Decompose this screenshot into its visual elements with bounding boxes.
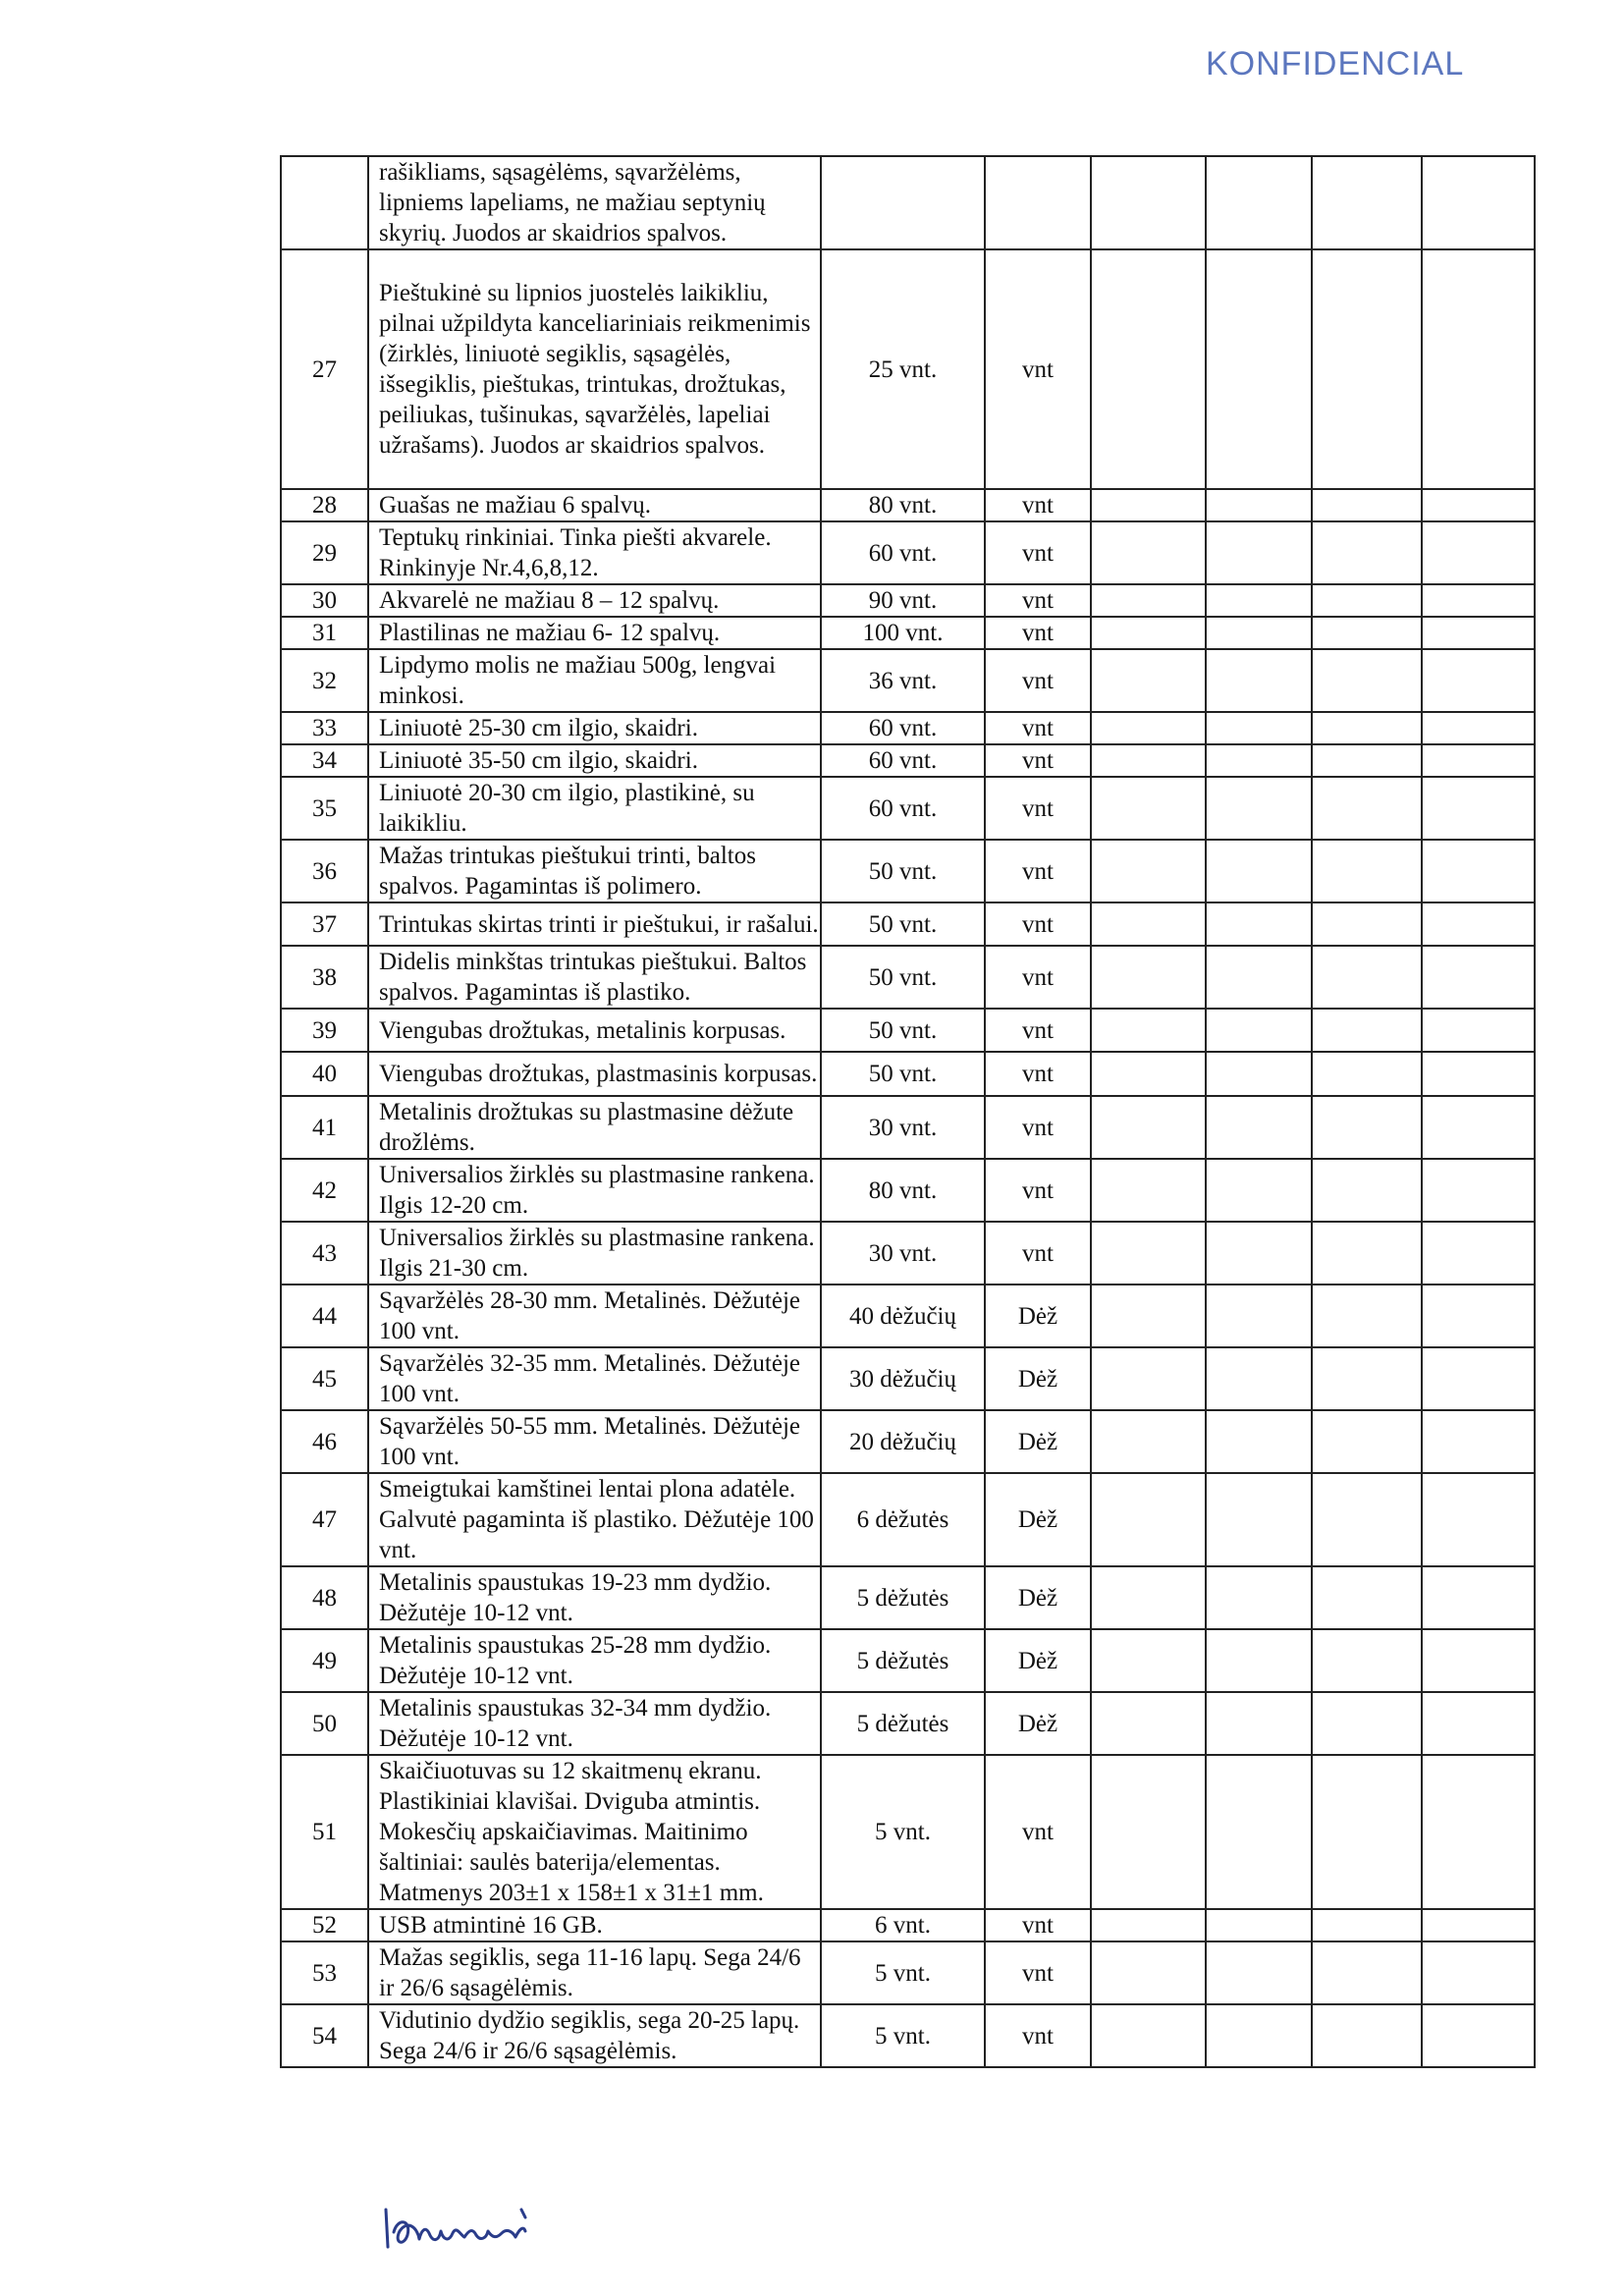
empty-cell — [1206, 1052, 1312, 1096]
row-unit: vnt — [985, 584, 1091, 617]
empty-cell — [1091, 840, 1206, 902]
empty-cell — [1206, 489, 1312, 521]
row-quantity: 50 vnt. — [821, 1009, 985, 1052]
row-unit: Dėž — [985, 1473, 1091, 1566]
empty-cell — [1206, 1692, 1312, 1755]
row-quantity — [821, 156, 985, 249]
row-unit: vnt — [985, 712, 1091, 744]
empty-cell — [1312, 1009, 1422, 1052]
empty-cell — [1206, 1909, 1312, 1941]
row-quantity: 6 dėžutės — [821, 1473, 985, 1566]
table-row — [281, 840, 1535, 902]
row-number: 53 — [281, 1941, 368, 2004]
table-row — [281, 1941, 1535, 2004]
empty-cell — [1091, 777, 1206, 840]
row-number: 34 — [281, 744, 368, 777]
row-unit: vnt — [985, 2004, 1091, 2067]
row-number: 42 — [281, 1159, 368, 1222]
table-row — [281, 156, 1535, 249]
empty-cell — [1422, 712, 1535, 744]
empty-cell — [1206, 1566, 1312, 1629]
row-number: 29 — [281, 521, 368, 584]
items-table — [280, 155, 1536, 2068]
empty-cell — [1206, 712, 1312, 744]
row-description: Vidutinio dydžio segiklis, sega 20-25 lapų. Sega 24/6 ir 26/6 sąsagėlėmis. — [368, 2004, 821, 2067]
empty-cell — [1422, 1473, 1535, 1566]
row-number: 47 — [281, 1473, 368, 1566]
row-description: Metalinis drožtukas su plastmasine dėžute drožlėms. — [368, 1096, 821, 1159]
empty-cell — [1091, 1692, 1206, 1755]
empty-cell — [1206, 840, 1312, 902]
row-description: Smeigtukai kamštinei lentai plona adatėle. Galvutė pagaminta iš plastiko. Dėžutėje 100 vnt. — [368, 1473, 821, 1566]
table-row — [281, 1285, 1535, 1347]
empty-cell — [1206, 1222, 1312, 1285]
row-description: rašikliams, sąsagėlėms, sąvaržėlėms, lipniems lapeliams, ne mažiau septynių skyrių. Juodos ar skaidrios spalvos. — [368, 156, 821, 249]
empty-cell — [1091, 1909, 1206, 1941]
row-quantity: 60 vnt. — [821, 744, 985, 777]
table-row — [281, 1052, 1535, 1096]
row-quantity: 5 vnt. — [821, 1755, 985, 1909]
empty-cell — [1312, 1629, 1422, 1692]
row-number: 45 — [281, 1347, 368, 1410]
empty-cell — [1422, 1629, 1535, 1692]
empty-cell — [1312, 1285, 1422, 1347]
empty-cell — [1312, 489, 1422, 521]
empty-cell — [1312, 156, 1422, 249]
row-description: Liniuotė 25-30 cm ilgio, skaidri. — [368, 712, 821, 744]
row-quantity: 30 dėžučių — [821, 1347, 985, 1410]
row-unit: Dėž — [985, 1692, 1091, 1755]
row-description: Sąvaržėlės 28-30 mm. Metalinės. Dėžutėje 100 vnt. — [368, 1285, 821, 1347]
empty-cell — [1422, 840, 1535, 902]
table-row — [281, 1410, 1535, 1473]
row-description: Metalinis spaustukas 19-23 mm dydžio. Dėžutėje 10-12 vnt. — [368, 1566, 821, 1629]
row-number: 54 — [281, 2004, 368, 2067]
empty-cell — [1422, 1009, 1535, 1052]
row-quantity: 30 vnt. — [821, 1222, 985, 1285]
row-unit: vnt — [985, 946, 1091, 1009]
row-quantity: 80 vnt. — [821, 489, 985, 521]
empty-cell — [1091, 1473, 1206, 1566]
empty-cell — [1312, 1222, 1422, 1285]
row-quantity: 5 vnt. — [821, 1941, 985, 2004]
empty-cell — [1206, 1755, 1312, 1909]
row-number: 37 — [281, 902, 368, 946]
row-quantity: 90 vnt. — [821, 584, 985, 617]
row-quantity: 100 vnt. — [821, 617, 985, 649]
empty-cell — [1206, 1941, 1312, 2004]
row-unit: vnt — [985, 521, 1091, 584]
empty-cell — [1422, 584, 1535, 617]
empty-cell — [1206, 1009, 1312, 1052]
row-number: 48 — [281, 1566, 368, 1629]
empty-cell — [1091, 1410, 1206, 1473]
row-description: Viengubas drožtukas, plastmasinis korpusas. — [368, 1052, 821, 1096]
empty-cell — [1312, 902, 1422, 946]
signature — [378, 2188, 574, 2267]
row-description: Teptukų rinkiniai. Tinka piešti akvarele. Rinkinyje Nr.4,6,8,12. — [368, 521, 821, 584]
table-row — [281, 649, 1535, 712]
empty-cell — [1422, 1909, 1535, 1941]
empty-cell — [1091, 1347, 1206, 1410]
empty-cell — [1422, 1566, 1535, 1629]
row-description: Lipdymo molis ne mažiau 500g, lengvai minkosi. — [368, 649, 821, 712]
empty-cell — [1206, 1096, 1312, 1159]
row-quantity: 50 vnt. — [821, 1052, 985, 1096]
row-unit: Dėž — [985, 1566, 1091, 1629]
table-row — [281, 712, 1535, 744]
row-unit: vnt — [985, 744, 1091, 777]
empty-cell — [1312, 1692, 1422, 1755]
row-quantity: 5 dėžutės — [821, 1629, 985, 1692]
empty-cell — [1422, 1052, 1535, 1096]
row-quantity: 6 vnt. — [821, 1909, 985, 1941]
empty-cell — [1312, 777, 1422, 840]
empty-cell — [1206, 1473, 1312, 1566]
row-number: 27 — [281, 249, 368, 489]
table-row — [281, 1566, 1535, 1629]
table-row — [281, 777, 1535, 840]
empty-cell — [1422, 1159, 1535, 1222]
empty-cell — [1206, 2004, 1312, 2067]
empty-cell — [1312, 1096, 1422, 1159]
row-number: 39 — [281, 1009, 368, 1052]
empty-cell — [1422, 156, 1535, 249]
empty-cell — [1206, 1159, 1312, 1222]
row-number: 46 — [281, 1410, 368, 1473]
empty-cell — [1422, 777, 1535, 840]
empty-cell — [1312, 649, 1422, 712]
empty-cell — [1091, 521, 1206, 584]
empty-cell — [1312, 946, 1422, 1009]
empty-cell — [1091, 1285, 1206, 1347]
row-description: Sąvaržėlės 32-35 mm. Metalinės. Dėžutėje 100 vnt. — [368, 1347, 821, 1410]
table-row — [281, 617, 1535, 649]
empty-cell — [1312, 840, 1422, 902]
row-description: Akvarelė ne mažiau 8 – 12 spalvų. — [368, 584, 821, 617]
empty-cell — [1312, 1941, 1422, 2004]
row-unit: vnt — [985, 1096, 1091, 1159]
row-number — [281, 156, 368, 249]
row-description: Skaičiuotuvas su 12 skaitmenų ekranu. Plastikiniai klavišai. Dviguba atmintis. Mokesčių apskaičiavimas. Maitinimo šaltiniai: saulės baterija/elementas. Matmenys 203±1 x 158±1 x 31±1 mm. — [368, 1755, 821, 1909]
row-description: Liniuotė 20-30 cm ilgio, plastikinė, su laikikliu. — [368, 777, 821, 840]
empty-cell — [1091, 1941, 1206, 2004]
table-row — [281, 1009, 1535, 1052]
row-quantity: 60 vnt. — [821, 777, 985, 840]
row-unit: vnt — [985, 1009, 1091, 1052]
empty-cell — [1312, 1159, 1422, 1222]
empty-cell — [1312, 584, 1422, 617]
empty-cell — [1091, 649, 1206, 712]
empty-cell — [1312, 1566, 1422, 1629]
table-row — [281, 584, 1535, 617]
empty-cell — [1091, 617, 1206, 649]
table-row — [281, 1159, 1535, 1222]
row-number: 43 — [281, 1222, 368, 1285]
empty-cell — [1422, 1692, 1535, 1755]
empty-cell — [1206, 744, 1312, 777]
row-number: 40 — [281, 1052, 368, 1096]
empty-cell — [1312, 1909, 1422, 1941]
empty-cell — [1091, 1052, 1206, 1096]
empty-cell — [1312, 249, 1422, 489]
row-unit: vnt — [985, 617, 1091, 649]
row-unit: vnt — [985, 902, 1091, 946]
empty-cell — [1091, 902, 1206, 946]
row-quantity: 60 vnt. — [821, 521, 985, 584]
row-number: 51 — [281, 1755, 368, 1909]
row-description: Liniuotė 35-50 cm ilgio, skaidri. — [368, 744, 821, 777]
empty-cell — [1422, 744, 1535, 777]
empty-cell — [1312, 1052, 1422, 1096]
row-number: 50 — [281, 1692, 368, 1755]
row-unit: vnt — [985, 1052, 1091, 1096]
empty-cell — [1422, 1285, 1535, 1347]
row-unit: vnt — [985, 249, 1091, 489]
row-number: 49 — [281, 1629, 368, 1692]
empty-cell — [1091, 1159, 1206, 1222]
empty-cell — [1206, 617, 1312, 649]
empty-cell — [1091, 584, 1206, 617]
row-number: 38 — [281, 946, 368, 1009]
row-number: 33 — [281, 712, 368, 744]
row-description: Mažas trintukas pieštukui trinti, baltos spalvos. Pagamintas iš polimero. — [368, 840, 821, 902]
row-unit: vnt — [985, 1159, 1091, 1222]
row-quantity: 25 vnt. — [821, 249, 985, 489]
row-unit — [985, 156, 1091, 249]
table-row — [281, 1755, 1535, 1909]
table-row — [281, 489, 1535, 521]
empty-cell — [1091, 1566, 1206, 1629]
row-number: 32 — [281, 649, 368, 712]
table-row — [281, 1629, 1535, 1692]
row-number: 44 — [281, 1285, 368, 1347]
row-quantity: 5 dėžutės — [821, 1692, 985, 1755]
empty-cell — [1206, 1629, 1312, 1692]
empty-cell — [1091, 946, 1206, 1009]
row-description: Didelis minkštas trintukas pieštukui. Baltos spalvos. Pagamintas iš plastiko. — [368, 946, 821, 1009]
row-unit: vnt — [985, 649, 1091, 712]
row-unit: vnt — [985, 1941, 1091, 2004]
confidential-stamp: KONFIDENCIAL — [1206, 45, 1465, 82]
empty-cell — [1206, 777, 1312, 840]
row-quantity: 20 dėžučių — [821, 1410, 985, 1473]
row-description: Trintukas skirtas trinti ir pieštukui, ir rašalui. — [368, 902, 821, 946]
row-unit: Dėž — [985, 1285, 1091, 1347]
empty-cell — [1091, 1009, 1206, 1052]
empty-cell — [1091, 1629, 1206, 1692]
row-quantity: 40 dėžučių — [821, 1285, 985, 1347]
empty-cell — [1422, 2004, 1535, 2067]
row-unit: vnt — [985, 1755, 1091, 1909]
empty-cell — [1206, 649, 1312, 712]
empty-cell — [1312, 1347, 1422, 1410]
row-number: 31 — [281, 617, 368, 649]
row-unit: vnt — [985, 489, 1091, 521]
empty-cell — [1422, 946, 1535, 1009]
empty-cell — [1422, 521, 1535, 584]
row-description: Universalios žirklės su plastmasine rankena. Ilgis 21-30 cm. — [368, 1222, 821, 1285]
row-unit: vnt — [985, 777, 1091, 840]
row-description: Pieštukinė su lipnios juostelės laikikliu, pilnai užpildyta kanceliariniais reikmenimis (žirklės, liniuotė segiklis, sąsagėlės, išsegiklis, pieštukas, trintukas, drožtukas, peiliukas, tušinukas, sąvaržėlės, lapeliai užrašams). Juodos ar skaidrios spalvos. — [368, 249, 821, 489]
empty-cell — [1312, 1410, 1422, 1473]
empty-cell — [1091, 249, 1206, 489]
empty-cell — [1422, 249, 1535, 489]
empty-cell — [1422, 617, 1535, 649]
empty-cell — [1206, 521, 1312, 584]
table-row — [281, 902, 1535, 946]
empty-cell — [1312, 744, 1422, 777]
table-row — [281, 744, 1535, 777]
table-row — [281, 2004, 1535, 2067]
row-unit: vnt — [985, 1909, 1091, 1941]
table-row — [281, 1096, 1535, 1159]
empty-cell — [1312, 1473, 1422, 1566]
row-quantity: 50 vnt. — [821, 946, 985, 1009]
row-quantity: 30 vnt. — [821, 1096, 985, 1159]
row-number: 35 — [281, 777, 368, 840]
empty-cell — [1422, 649, 1535, 712]
table-row — [281, 1909, 1535, 1941]
empty-cell — [1422, 1410, 1535, 1473]
empty-cell — [1206, 1410, 1312, 1473]
empty-cell — [1206, 156, 1312, 249]
table-row — [281, 249, 1535, 489]
empty-cell — [1312, 521, 1422, 584]
row-quantity: 60 vnt. — [821, 712, 985, 744]
empty-cell — [1206, 1285, 1312, 1347]
empty-cell — [1422, 1755, 1535, 1909]
row-number: 36 — [281, 840, 368, 902]
empty-cell — [1422, 489, 1535, 521]
row-number: 30 — [281, 584, 368, 617]
empty-cell — [1206, 584, 1312, 617]
row-description: Metalinis spaustukas 32-34 mm dydžio. Dėžutėje 10-12 vnt. — [368, 1692, 821, 1755]
empty-cell — [1206, 249, 1312, 489]
empty-cell — [1091, 744, 1206, 777]
row-description: USB atmintinė 16 GB. — [368, 1909, 821, 1941]
empty-cell — [1312, 617, 1422, 649]
row-unit: Dėž — [985, 1347, 1091, 1410]
empty-cell — [1422, 1096, 1535, 1159]
row-unit: vnt — [985, 840, 1091, 902]
empty-cell — [1422, 1347, 1535, 1410]
table-row — [281, 521, 1535, 584]
row-description: Viengubas drožtukas, metalinis korpusas. — [368, 1009, 821, 1052]
row-quantity: 5 vnt. — [821, 2004, 985, 2067]
empty-cell — [1206, 1347, 1312, 1410]
row-unit: Dėž — [985, 1410, 1091, 1473]
row-quantity: 50 vnt. — [821, 840, 985, 902]
row-description: Mažas segiklis, sega 11-16 lapų. Sega 24/6 ir 26/6 sąsagėlėmis. — [368, 1941, 821, 2004]
row-number: 41 — [281, 1096, 368, 1159]
empty-cell — [1091, 1755, 1206, 1909]
row-description: Plastilinas ne mažiau 6- 12 spalvų. — [368, 617, 821, 649]
row-description: Universalios žirklės su plastmasine rankena. Ilgis 12-20 cm. — [368, 1159, 821, 1222]
items-table-body — [281, 156, 1535, 2067]
empty-cell — [1312, 712, 1422, 744]
empty-cell — [1422, 902, 1535, 946]
row-description: Guašas ne mažiau 6 spalvų. — [368, 489, 821, 521]
row-description: Sąvaržėlės 50-55 mm. Metalinės. Dėžutėje 100 vnt. — [368, 1410, 821, 1473]
row-unit: Dėž — [985, 1629, 1091, 1692]
empty-cell — [1091, 156, 1206, 249]
row-quantity: 36 vnt. — [821, 649, 985, 712]
empty-cell — [1091, 1096, 1206, 1159]
empty-cell — [1206, 946, 1312, 1009]
row-quantity: 80 vnt. — [821, 1159, 985, 1222]
empty-cell — [1312, 2004, 1422, 2067]
empty-cell — [1091, 712, 1206, 744]
row-number: 52 — [281, 1909, 368, 1941]
empty-cell — [1312, 1755, 1422, 1909]
table-row — [281, 1473, 1535, 1566]
empty-cell — [1422, 1941, 1535, 2004]
empty-cell — [1091, 2004, 1206, 2067]
empty-cell — [1422, 1222, 1535, 1285]
row-number: 28 — [281, 489, 368, 521]
empty-cell — [1091, 1222, 1206, 1285]
empty-cell — [1091, 489, 1206, 521]
table-row — [281, 1222, 1535, 1285]
empty-cell — [1206, 902, 1312, 946]
row-quantity: 50 vnt. — [821, 902, 985, 946]
row-unit: vnt — [985, 1222, 1091, 1285]
row-quantity: 5 dėžutės — [821, 1566, 985, 1629]
table-row — [281, 946, 1535, 1009]
table-row — [281, 1347, 1535, 1410]
row-description: Metalinis spaustukas 25-28 mm dydžio. Dėžutėje 10-12 vnt. — [368, 1629, 821, 1692]
table-row — [281, 1692, 1535, 1755]
